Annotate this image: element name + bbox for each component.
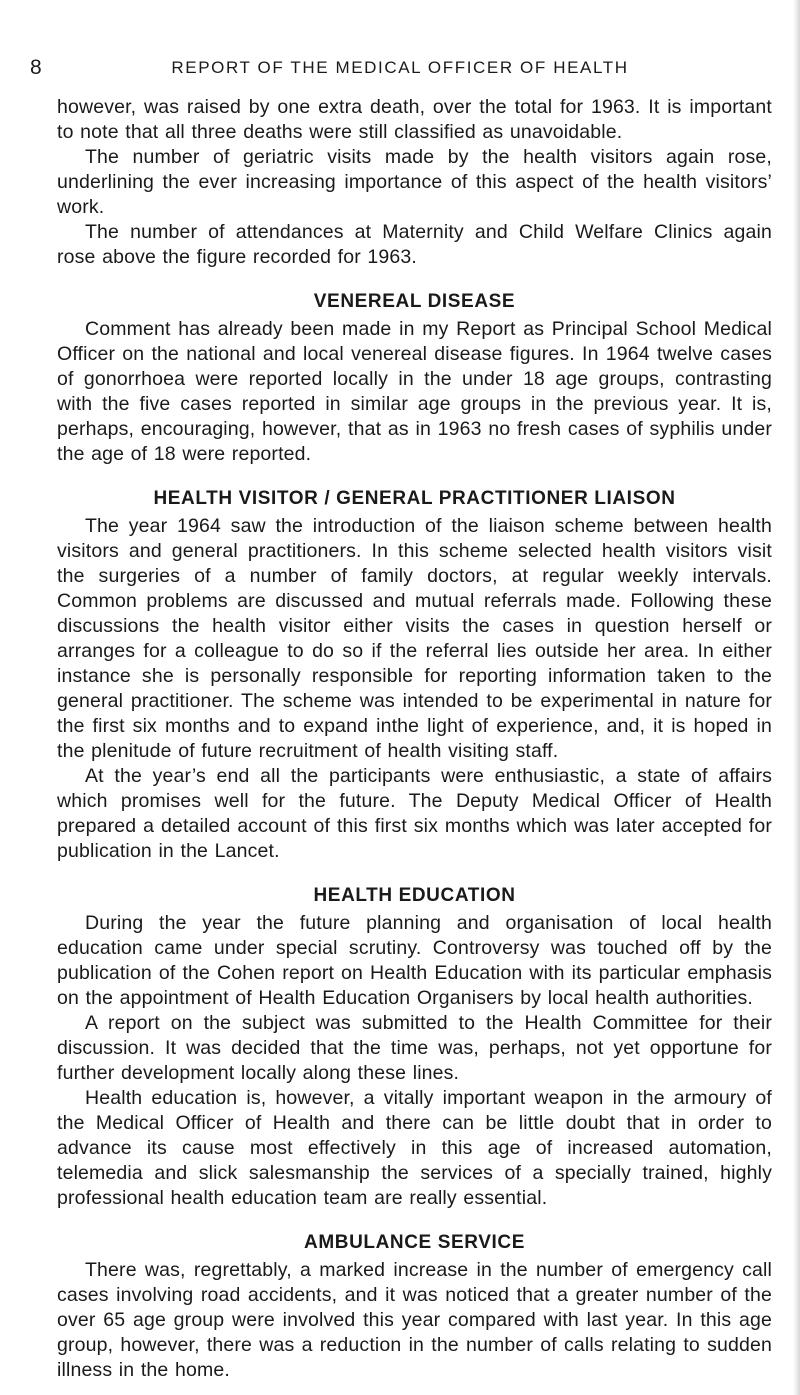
paragraph: The number of geriatric visits made by the health visitors again rose, underlining the ever increasing importance of this aspect of the health visitors’ work. <box>57 146 772 218</box>
paragraph: The year 1964 saw the introduction of the liaison scheme between health visitors and general practitioners. In this scheme selected health visitors visit the surgeries of a number of family doctors, at regular weekly intervals. Common problems are discussed and mutual referrals made. Following these discussions the health visitor either visits the cases in question herself or arranges for a colleague to do so if the referral lies outside her area. In either instance she is personally responsible for reporting information taken to the general practitioner. The scheme was intended to be experimental in nature for the first six months and to expand inthe light of experience, and, it is hoped in the plenitude of future recruitment of health visiting staff. <box>57 515 772 762</box>
section-heading-liaison: HEALTH VISITOR / GENERAL PRACTITIONER LIAISON <box>153 488 676 509</box>
paragraph: Health education is, however, a vitally important weapon in the armoury of the Medical Officer of Health and there can be little doubt that in order to advance its cause most effectively in this age of increased automation, telemedia and slick salesmanship the services of a specially trained, highly professional health education team are really essential. <box>57 1087 772 1209</box>
section-heading-venereal-disease: VENEREAL DISEASE <box>313 291 516 312</box>
paragraph: however, was raised by one extra death, over the total for 1963. It is important to note that all three deaths were still classified as unavoidable. <box>57 96 772 143</box>
page-number: 8 <box>30 56 43 79</box>
body-text <box>57 95 772 1383</box>
running-head: REPORT OF THE MEDICAL OFFICER OF HEALTH <box>171 58 629 77</box>
paragraph: Comment has already been made in my Report as Principal School Medical Officer on the national and local venereal disease figures. In 1964 twelve cases of gonorrhoea were reported locally in the under 18 age groups, contrasting with the five cases reported in similar age groups in the previous year. It is, perhaps, encouraging, however, that as in 1963 no fresh cases of syphilis under the age of 18 were reported. <box>57 318 772 465</box>
section-heading-health-education: HEALTH EDUCATION <box>313 885 516 906</box>
paragraph: There was, regrettably, a marked increase in the number of emergency call cases involving road accidents, and it was noticed that a greater number of the over 65 age group were involved this year compared with last year. In this age group, however, there was a reduction in the number of calls relating to sudden illness in the home. <box>57 1259 772 1381</box>
paragraph: At the year’s end all the participants were enthusiastic, a state of affairs which promises well for the future. The Deputy Medical Officer of Health prepared a detailed account of this first six months which was later accepted for publication in the Lancet. <box>57 765 772 862</box>
paragraph: The number of attendances at Maternity and Child Welfare Clinics again rose above the figure recorded for 1963. <box>57 221 772 268</box>
page-header <box>30 56 770 82</box>
section-heading-ambulance-service: AMBULANCE SERVICE <box>304 1232 525 1253</box>
paragraph: A report on the subject was submitted to the Health Committee for their discussion. It was decided that the time was, perhaps, not yet opportune for further development locally along these lines. <box>57 1012 772 1084</box>
paragraph: During the year the future planning and organisation of local health education came under special scrutiny. Controversy was touched off by the publication of the Cohen report on Health Education with its particular emphasis on the appointment of Health Education Organisers by local health authorities. <box>57 912 772 1009</box>
page-edge-shadow <box>793 0 800 1395</box>
